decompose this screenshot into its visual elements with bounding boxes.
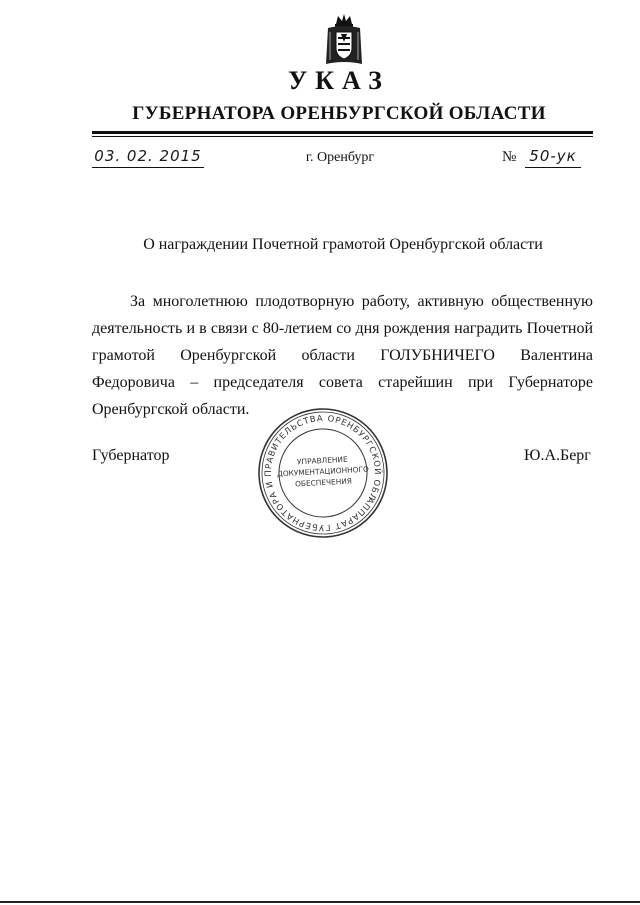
stamp-center-line-2: ДОКУМЕНТАЦИОННОГО <box>276 464 370 479</box>
decree-title: УКАЗ <box>288 66 390 95</box>
stamp-center-line-1: УПРАВЛЕНИЕ <box>296 454 348 467</box>
decree-city: г. Оренбург <box>305 150 375 165</box>
decree-number: 50-ук <box>525 147 581 168</box>
decree-subtitle: ГУБЕРНАТОРА ОРЕНБУРГСКОЙ ОБЛАСТИ <box>132 103 546 124</box>
stamp-ring-text: АППАРАТ ГУБЕРНАТОРА И ПРАВИТЕЛЬСТВА ОРЕНБУРГСКОЙ ОБЛАСТИ <box>262 412 384 534</box>
page-bottom-edge <box>0 901 640 903</box>
decree-date: 03. 02. 2015 <box>92 147 204 168</box>
coat-of-arms-icon <box>324 12 364 68</box>
signatory-position: Губернатор <box>92 447 170 464</box>
signatory-name: Ю.А.Берг <box>524 447 591 464</box>
decree-body: За многолетнюю плодотворную работу, активную общественную деятельность и в связи с 80-летием со дня рождения наградить Почетной грамотой Оренбургской области ГОЛУБНИЧЕГО Валентина Федоровича – председателя совета старейшин при Губернаторе Оренбургской области. <box>92 293 593 418</box>
header-divider-thin <box>92 136 593 137</box>
stamp-center-line-3: ОБЕСПЕЧЕНИЯ <box>294 476 353 489</box>
header-divider-thick <box>92 131 593 134</box>
official-stamp <box>255 405 391 541</box>
decree-subject: О награждении Почетной грамотой Оренбургской области <box>143 236 543 253</box>
decree-number-label: № <box>502 149 517 165</box>
